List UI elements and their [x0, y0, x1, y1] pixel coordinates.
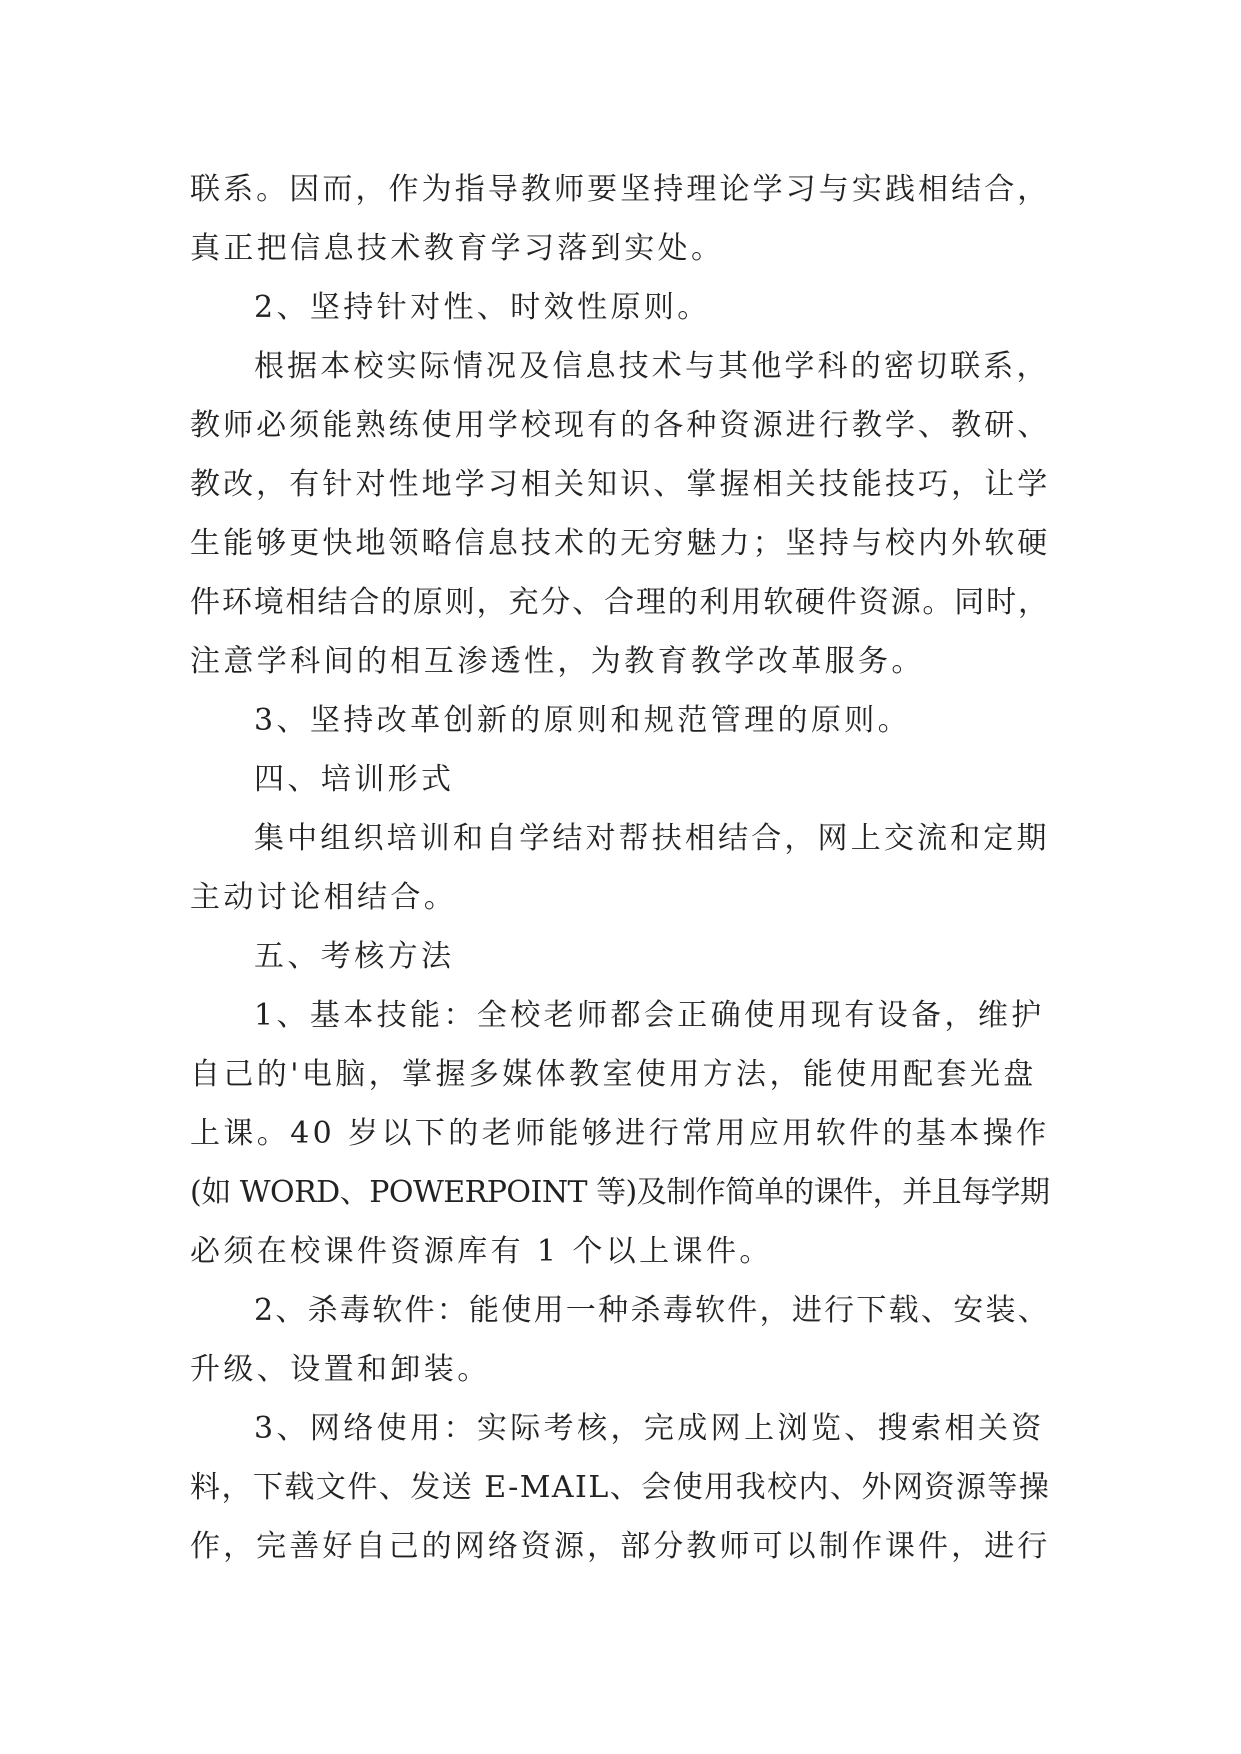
text-line: 1、基本技能：全校老师都会正确使用现有设备，维护: [254, 998, 1045, 1033]
text-line: 根据本校实际情况及信息技术与其他学科的密切联系，: [254, 349, 1050, 384]
text-line: 件环境相结合的原则，充分、合理的利用软硬件资源。同时，: [190, 585, 1050, 620]
text-line: 3、坚持改革创新的原则和规范管理的原则。: [254, 703, 912, 738]
text-line: 生能够更快地领略信息技术的无穷魅力；坚持与校内外软硬: [190, 526, 1051, 561]
text-line: 必须在校课件资源库有 1 个以上课件。: [190, 1234, 773, 1269]
text-line: 3、网络使用：实际考核，完成网上浏览、搜索相关资: [254, 1411, 1045, 1446]
text-line: 联系。因而，作为指导教师要坚持理论学习与实践相结合，: [190, 172, 1051, 207]
section-heading: 五、考核方法: [254, 939, 455, 974]
text-line: 作，完善好自己的网络资源，部分教师可以制作课件，进行: [190, 1529, 1051, 1564]
text-line: 2、杀毒软件：能使用一种杀毒软件，进行下载、安装、: [254, 1293, 1051, 1328]
section-heading: 四、培训形式: [254, 762, 455, 797]
text-line: 主动讨论相结合。: [190, 880, 458, 915]
text-line: 集中组织培训和自学结对帮扶相结合，网上交流和定期: [254, 821, 1050, 856]
text-line: 升级、设置和卸装。: [190, 1352, 491, 1387]
text-line: 自己的'电脑，掌握多媒体教室使用方法，能使用配套光盘: [190, 1057, 1037, 1092]
text-line: 注意学科间的相互渗透性，为教育教学改革服务。: [190, 644, 925, 679]
text-line: 真正把信息技术教育学习落到实处。: [190, 231, 725, 266]
text-line: 教师必须能熟练使用学校现有的各种资源进行教学、教研、: [190, 408, 1051, 443]
document-body: [190, 160, 1050, 1576]
text-line: 上课。40 岁以下的老师能够进行常用应用软件的基本操作: [190, 1116, 1050, 1151]
text-line: 教改，有针对性地学习相关知识、掌握相关技能技巧，让学: [190, 467, 1051, 502]
text-line: 料，下载文件、发送 E-MAIL、会使用我校内、外网资源等操: [190, 1470, 1051, 1505]
text-line: (如 WORD、POWERPOINT 等)及制作简单的课件，并且每学期: [190, 1175, 1050, 1210]
text-line: 2、坚持针对性、时效性原则。: [254, 290, 711, 325]
